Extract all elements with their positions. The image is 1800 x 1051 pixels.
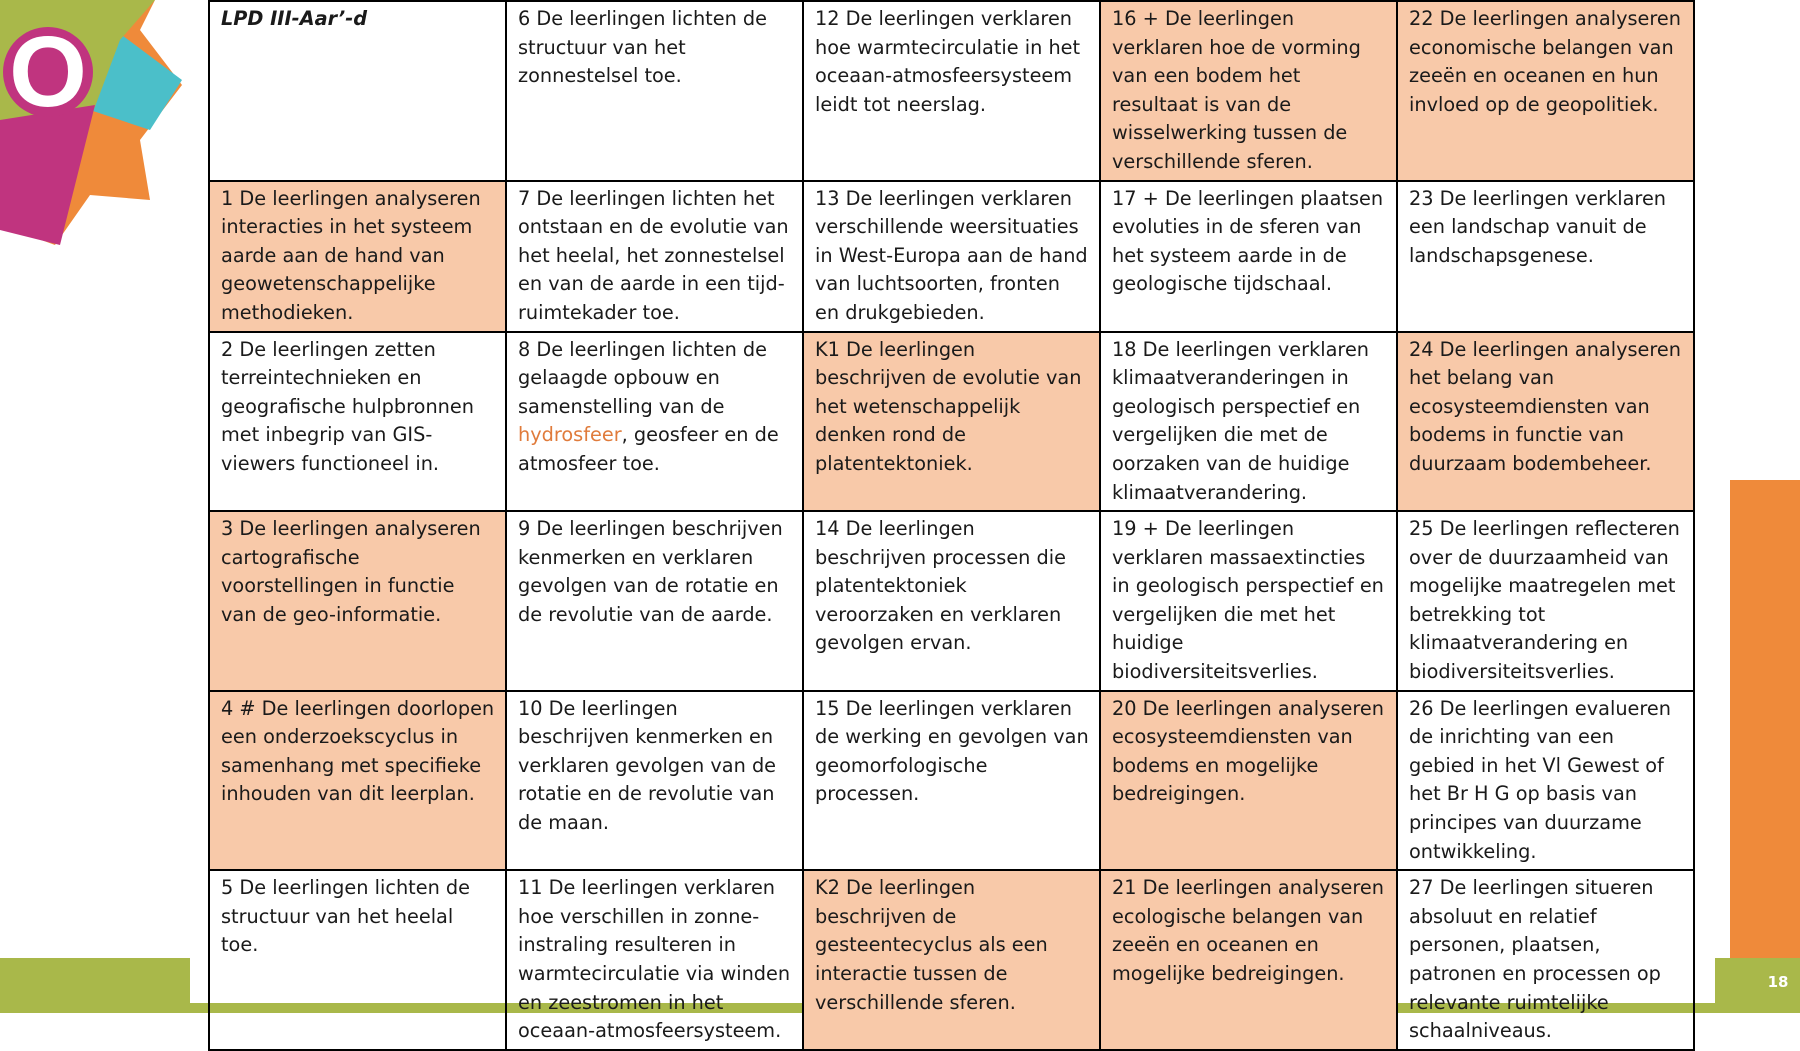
goal-cell [803, 870, 1100, 1050]
goal-text: 21 De leerlingen analyseren ecologische belangen van zeeën en oceanen en mogelijke bedreigingen. [1112, 876, 1385, 985]
table-row [209, 870, 1694, 1050]
goal-cell [1100, 1, 1397, 181]
table-row [209, 511, 1694, 691]
goal-text: 27 De leerlingen situeren absoluut en relatief personen, plaatsen, patronen en processen op relevante ruimtelijke schaalniveaus. [1409, 876, 1661, 1043]
goal-cell [1397, 1, 1694, 181]
goal-cell [803, 1, 1100, 181]
goal-cell [209, 691, 506, 871]
goal-cell [1397, 332, 1694, 512]
goal-text: 7 De leerlingen lichten het ontstaan en de evolutie van het heelal, het zonnestelsel en van de aarde in een tijd-ruimtekader toe. [518, 186, 789, 324]
goal-cell [1397, 691, 1694, 871]
goal-cell [1397, 181, 1694, 332]
goal-cell [209, 511, 506, 691]
goal-text: 18 De leerlingen verklaren klimaatveranderingen in geologisch perspectief en vergelijken die met de oorzaken van de huidige klimaatverandering. [1112, 337, 1370, 504]
goal-cell [506, 181, 803, 332]
goal-text: 16 + De leerlingen verklaren hoe de vorming van een bodem het resultaat is van de wisselwerking tussen de verschillende sferen. [1112, 7, 1361, 173]
table-body [209, 1, 1694, 1050]
side-accent-bar [1730, 480, 1800, 958]
goal-text: 12 De leerlingen verklaren hoe warmtecirculatie in het oceaan-atmosfeersysteem leidt tot neerslag. [815, 7, 1081, 116]
goal-text: 2 De leerlingen zetten terreintechnieken en geografische hulpbronnen met inbegrip van GIS-viewers functioneel in. [221, 337, 474, 475]
page-number: 18 [1767, 973, 1789, 991]
goal-text: 13 De leerlingen verklaren verschillende weersituaties in West-Europa aan de hand van luchtsoorten, fronten en drukgebieden. [815, 186, 1088, 324]
table-row [209, 181, 1694, 332]
footer-band-left [0, 958, 190, 1013]
goal-text: 5 De leerlingen lichten de structuur van het heelal toe. [221, 876, 471, 957]
goal-cell [506, 1, 803, 181]
goal-cell [803, 511, 1100, 691]
goal-cell [209, 1, 506, 181]
goal-cell [803, 691, 1100, 871]
goal-text: 15 De leerlingen verklaren de werking en gevolgen van geomorfologische processen. [815, 696, 1089, 806]
goal-text: 9 De leerlingen beschrijven kenmerken en verklaren gevolgen van de rotatie en de revolutie van de aarde. [518, 517, 783, 626]
goal-cell [506, 870, 803, 1050]
goal-text: 8 De leerlingen lichten de gelaagde opbouw en samenstelling van de [518, 337, 768, 418]
goal-cell [803, 332, 1100, 512]
goal-text: 11 De leerlingen verklaren hoe verschillen in zonne-instraling resulteren in warmtecirculatie via winden en zeestromen in het oceaan-atmosfeersysteem. [518, 876, 791, 1043]
table-row [209, 332, 1694, 512]
goal-text: 24 De leerlingen analyseren het belang van ecosysteemdiensten van bodems in functie van duurzaam bodembeheer. [1409, 337, 1682, 475]
goal-text: 14 De leerlingen beschrijven processen die platentektoniek veroorzaken en verklaren gevolgen ervan. [815, 517, 1066, 655]
goal-cell [1397, 511, 1694, 691]
goal-cell [1100, 181, 1397, 332]
learning-goals-table [208, 0, 1695, 1051]
goal-cell [1100, 511, 1397, 691]
goal-cell [803, 181, 1100, 332]
goal-text: 23 De leerlingen verklaren een landschap vanuit de landschapsgenese. [1409, 186, 1667, 267]
goal-cell [506, 332, 803, 512]
goal-cell [209, 870, 506, 1050]
goal-text: , geosfeer en de atmosfeer toe. [518, 423, 779, 475]
goal-text: 1 De leerlingen analyseren interacties in het systeem aarde aan de hand van geowetenschappelijke methodieken. [221, 186, 481, 324]
goal-text: 19 + De leerlingen verklaren massaextincties in geologisch perspectief en vergelijken die met het huidige biodiversiteitsverlies. [1112, 517, 1384, 684]
goal-text: 10 De leerlingen beschrijven kenmerken en verklaren gevolgen van de rotatie en de revolutie van de maan. [518, 696, 777, 835]
goal-cell [209, 332, 506, 512]
goal-text: 22 De leerlingen analyseren economische belangen van zeeën en oceanen en hun invloed op de geopolitiek. [1409, 7, 1682, 116]
goal-text: K1 De leerlingen beschrijven de evolutie van het wetenschappelijk denken rond de platentektoniek. [815, 337, 1082, 475]
goal-text: 25 De leerlingen reflecteren over de duurzaamheid van mogelijke maatregelen met betrekking tot klimaatverandering en biodiversiteitsverlies. [1409, 517, 1680, 684]
goal-text: 6 De leerlingen lichten de structuur van het zonnestelsel toe. [518, 7, 768, 88]
table-row [209, 1, 1694, 181]
goal-cell [1100, 870, 1397, 1050]
goal-text: 4 # De leerlingen doorlopen een onderzoekscyclus in samenhang met specifieke inhouden van dit leerplan. [221, 696, 495, 806]
goal-text: K2 De leerlingen beschrijven de gesteentecyclus als een interactie tussen de verschillende sferen. [815, 876, 1048, 1014]
goal-cell [506, 691, 803, 871]
goal-cell [1100, 332, 1397, 512]
logo-letter: O [9, 16, 87, 128]
goal-text: 26 De leerlingen evalueren de inrichting van een gebied in het Vl Gewest of het Br H G op basis van principes van duurzame ontwikkeling. [1409, 696, 1672, 863]
goal-cell [506, 511, 803, 691]
goal-text: 20 De leerlingen analyseren ecosysteemdiensten van bodems en mogelijke bedreigingen. [1112, 696, 1385, 806]
goal-text: 17 + De leerlingen plaatsen evoluties in de sferen van het systeem aarde in de geologische tijdschaal. [1112, 186, 1384, 296]
goal-text: 3 De leerlingen analyseren cartografische voorstellingen in functie van de geo-informatie. [221, 517, 481, 626]
logo-graphic [0, 0, 190, 260]
goal-text-highlight: hydrosfeer [518, 423, 622, 447]
table-header-label: LPD III-Aar’-d [221, 7, 368, 30]
goal-cell [209, 181, 506, 332]
goal-cell [1397, 870, 1694, 1050]
goal-cell [1100, 691, 1397, 871]
table-row [209, 691, 1694, 871]
